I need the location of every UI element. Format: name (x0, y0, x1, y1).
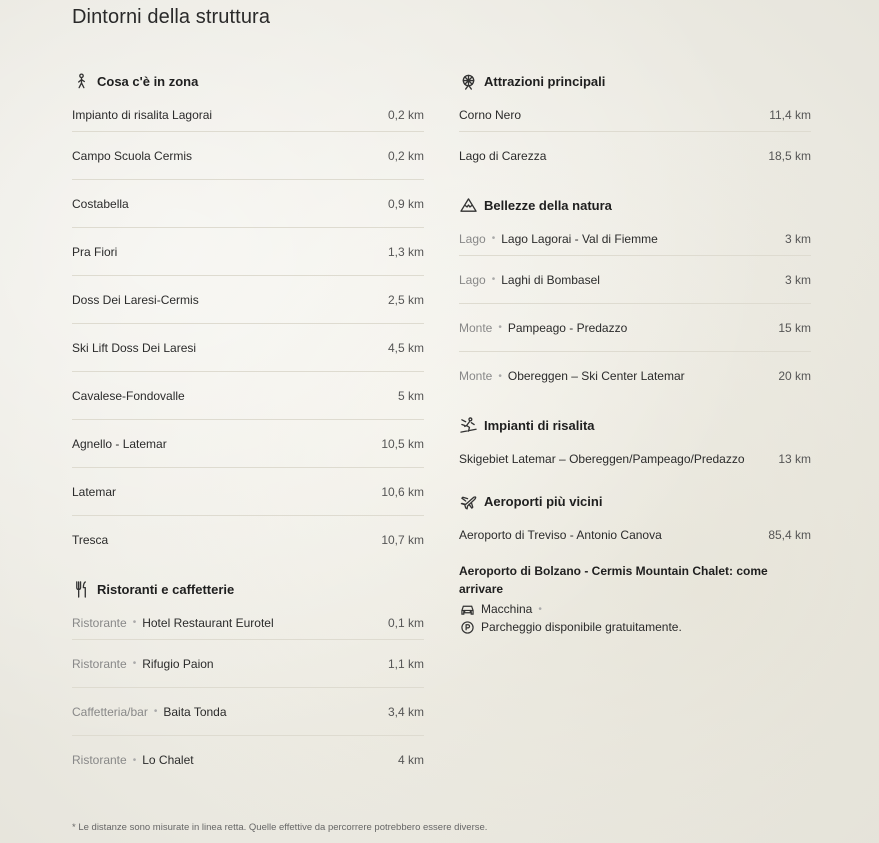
left-column (72, 64, 424, 792)
fork-knife-icon (72, 580, 90, 598)
list-item: Ristorante • Lo Chalet 4 km (72, 753, 424, 767)
mountain-icon (459, 196, 477, 214)
lifts-list (459, 442, 811, 476)
ferris-wheel-icon (459, 72, 477, 90)
list-item: Tresca 10,7 km (72, 533, 424, 547)
section-heading: Aeroporti più vicini (459, 484, 811, 518)
section-restaurants (72, 572, 424, 784)
list-item: Monte • Obereggen – Ski Center Latemar 20 km (459, 369, 811, 383)
list-item: Lago • Laghi di Bombasel 3 km (459, 256, 811, 304)
surroundings-page (72, 0, 812, 843)
walking-person-icon (72, 72, 90, 90)
list-item: Lago di Carezza 18,5 km (459, 149, 811, 163)
page-title: Dintorni della struttura (72, 6, 271, 28)
skier-icon (459, 416, 477, 434)
restaurants-list (72, 606, 424, 784)
list-item: Pra Fiori 1,3 km (72, 228, 424, 276)
list-item: Monte • Pampeago - Predazzo 15 km (459, 304, 811, 352)
list-item: Corno Nero 11,4 km (459, 98, 811, 132)
list-item: Cavalese-Fondovalle 5 km (72, 372, 424, 420)
transport-title: Aeroporto di Bolzano - Cermis Mountain Chalet: come arrivare (459, 564, 768, 596)
section-heading: Cosa c'è in zona (72, 64, 424, 98)
list-item: Doss Dei Laresi-Cermis 2,5 km (72, 276, 424, 324)
list-item: Caffetteria/bar • Baita Tonda 3,4 km (72, 688, 424, 736)
airplane-icon (459, 492, 477, 510)
airports-list (459, 518, 811, 552)
list-item: Agnello - Latemar 10,5 km (72, 420, 424, 468)
section-nearby (72, 64, 424, 564)
list-item: Impianto di risalita Lagorai 0,2 km (72, 98, 424, 132)
list-item: Lago • Lago Lagorai - Val di Fiemme 3 km (459, 222, 811, 256)
list-item: Latemar 10,6 km (72, 468, 424, 516)
list-item: Ristorante • Rifugio Paion 1,1 km (72, 640, 424, 688)
car-icon (459, 602, 475, 616)
section-heading: Ristoranti e caffetterie (72, 572, 424, 606)
right-column (459, 64, 811, 642)
list-item: Ski Lift Doss Dei Laresi 4,5 km (72, 324, 424, 372)
transport-car: Macchina • (459, 602, 811, 616)
distance-footnote: * Le distanze sono misurate in linea retta. Quelle effettive da percorrere potrebbero essere diverse. (72, 822, 488, 833)
section-attractions (459, 64, 811, 180)
section-airports (459, 484, 811, 634)
attractions-list (459, 98, 811, 180)
list-item: Aeroporto di Treviso - Antonio Canova 85,4 km (459, 528, 811, 542)
nearby-list (72, 98, 424, 564)
section-lifts (459, 408, 811, 476)
list-item: Ristorante • Hotel Restaurant Eurotel 0,1 km (72, 606, 424, 640)
section-heading: Bellezze della natura (459, 188, 811, 222)
list-item: Skigebiet Latemar – Obereggen/Pampeago/Predazzo 13 km (459, 452, 811, 466)
list-item: Campo Scuola Cermis 0,2 km (72, 132, 424, 180)
nature-list (459, 222, 811, 400)
section-heading: Attrazioni principali (459, 64, 811, 98)
parking-icon (459, 620, 475, 634)
transport-parking: Parcheggio disponibile gratuitamente. (459, 620, 811, 634)
section-nature (459, 188, 811, 400)
section-heading: Impianti di risalita (459, 408, 811, 442)
list-item: Costabella 0,9 km (72, 180, 424, 228)
